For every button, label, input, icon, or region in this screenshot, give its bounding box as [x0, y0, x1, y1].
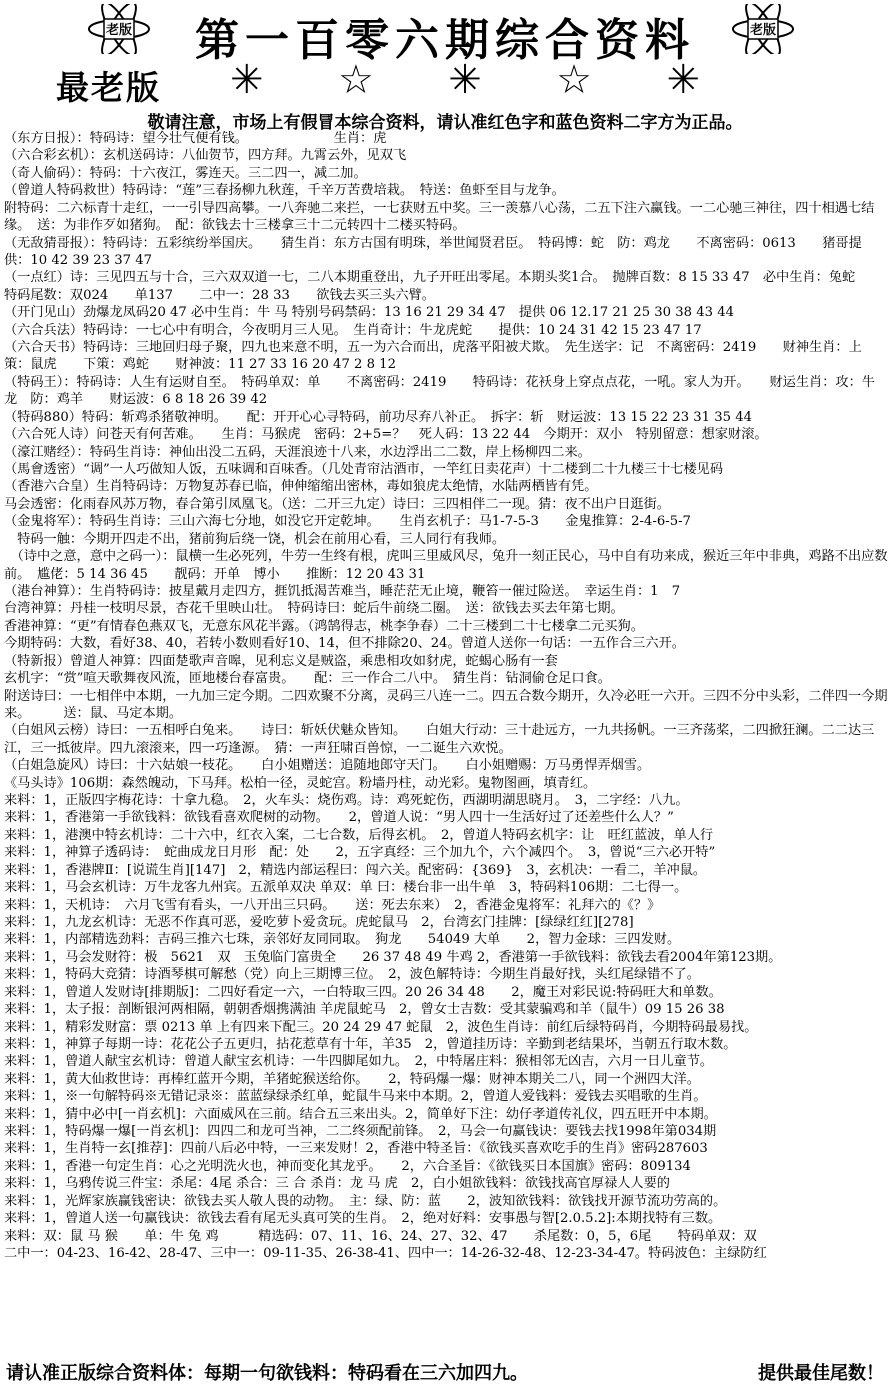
text-line: （特新报）曾道人神算：四面楚歌声音嗥，见利忘义是贼盗，乘患相攻如豺虎，蛇蝎心肠有一套: [4, 653, 558, 669]
text-line: 来料：1，曾道人发财诗[排期版]：二四好看定一六，一白特取三四。20 26 34 48 2，魔王对彩民说:特码旺大和单数。: [4, 984, 722, 1000]
text-line: 来料：1，生肖特一玄[推荐]：四前八后必中特，一三来发财！2，香港中特圣旨：《欲钱买喜欢吃手的生肖》密码287603: [4, 1141, 708, 1157]
text-line: （六合兵法）特码诗：一七心中有明合，今夜明月三人见。 生肖奇计：牛龙虎蛇 提供：10 24 31 42 15 23 47 17: [4, 322, 702, 338]
text-line: 来料：1，香港一句定生肖：心之光明洗火也，神而变化其龙乎。 2，六合圣旨：《欲钱买日本国旗》密码：809134: [4, 1158, 691, 1174]
atom-logo-icon: [86, 4, 152, 54]
text-line: 二中一：04-23、16-42、28-47、三中一：09-11-35、26-38-41、四中一：14-26-32-48、12-23-34-47。特码波色：主绿防红: [4, 1246, 767, 1261]
text-line: 来料：1，港澳中特玄机诗：二十六中，红衣入案，二七合数，后得玄机。 2，曾道人特码玄机字：让 旺红蓝波，单人行: [4, 827, 714, 843]
text-line: 今期特码：大数，看好38、40，若转小数则看好10、14，但不排除20、24。曾道人送你一句话：一五作合三六开。: [4, 636, 685, 652]
text-line: 来料：1，香港第一手欲钱料：欲钱看喜欢爬树的动物。 2，曾道人说：“男人四十一生活好过了还差些什么人？”: [4, 810, 674, 826]
asterisk-icon: ✳: [448, 57, 482, 103]
text-line: 附特码：二六标青十走红，一一引导四高攀。一八奔驰二来拦，一七获财五中奖。三一羡慕八心荡，二五下注六赢钱。一二心驰三神往，四十相遇七结缘。 送：为非作歹如猪狗。 配：欲钱去十三楼拿三十二元转四十二楼买特码。: [4, 200, 875, 234]
text-line: 《马头诗》106期：森然魄动，下马拜。松柏一径，灵蛇宫。粉墙丹柱，动光彩。鬼物图画，填青红。: [4, 775, 597, 791]
text-line: 来料：1，猜中必中[一肖玄机]：六面威风在三前。结合五三来出头。2，简单好下注：幼仔孝道传礼仪，四五旺开中本期。: [4, 1106, 717, 1122]
text-line: 来料：1，曾道人送一句赢钱诀：欲钱去看有尾无头真可笑的生肖。 2，绝对好料：安事愚与智[2.0.5.2]:本期找特有三数。: [4, 1211, 722, 1227]
text-line: 来料：1，马会玄机诗：万牛龙客九州宾。五派单双决 单双：单 曰：楼台非一出牛单 3，特码料106期：二七得一。: [4, 880, 688, 896]
footer-left: 请认准正版综合资料体：每期一句欲钱料：特码看在三六加四九。: [6, 1363, 528, 1384]
text-line: 来料：1，神算子透码诗： 蛇曲成龙日月形 配：处 2，五字真经：三个加九个，六个减四个。 3，曾说“三六必开特”: [4, 845, 716, 861]
text-line: 来料：双：鼠 马 猴 单：牛 兔 鸡 精选码：07、11、16、24、27、32、47 杀尾数：0，5，6尾 特码单双：双: [4, 1228, 757, 1244]
text-line: 来料：1，天机诗： 六月飞雪有看头，一八开出三只码。 送：死去东来） 2，香港金鬼将军：礼拜六的《？》: [4, 897, 661, 913]
text-line: 来料：1，特码大竞猜：诗酒琴棋可解愁（党）向上三期博三位。 2，波色解特诗：今期生肖最好找，头红尾绿错不了。: [4, 967, 700, 983]
text-line: 来料：1，九龙玄机诗：无恶不作真可恶，爱吃萝卜爱贪玩。虎蛇鼠马 2，台湾玄门挂牌：[绿绿红红][278]: [4, 914, 634, 930]
text-line: 来料：1，※一句解特码※无错记录※：蓝蓝绿绿杀红单，蛇鼠牛马来中本期。2，曾道人爱钱料：爱钱去买唱歌的生肖。: [4, 1089, 707, 1105]
text-line: 来料：1，神算子每期一诗：花花公子五更归，拈花惹草有十年，羊35 2，曾道挂历诗：辛勤到老结果坏，当朝五行取木数。: [4, 1036, 737, 1052]
asterisk-icon: ✳: [230, 57, 264, 103]
text-line: 来料：1，香港牌Ⅱ：[说谎生肖][147] 2，精选内部运程曰：闯六关。配密码：{369} 3，玄机决：一看二，羊冲鼠。: [4, 862, 707, 878]
text-line: 香港神算：“更”有情春色燕双飞，无意东风花半露。（鸿鹄得志，桃李争春）二十三楼到二十七楼拿二元买狗。: [4, 618, 644, 634]
header: [0, 0, 890, 133]
notice: 敬请注意，市场上有假冒本综合资料，请认准红色字和蓝色资料二字方为正品。: [147, 113, 743, 133]
text-line: 马会透密：化雨春风苏万物，春合第引凤凰飞。（送：二开三九定）诗曰：三四相伴二一现。猜：夜不出户日逛街。: [4, 496, 670, 512]
text-line: （白姐急旋风）诗曰：十六姑娘一枝花。 白小姐赠送：追随地郎守天门。 白小姐赠赐：万马勇悍弄烟雪。: [4, 758, 651, 774]
page-title: 第一百零六期综合资料: [195, 15, 695, 66]
text-line: （东方日报）：特码诗：望今壮气便有钱。 生肖：虎: [4, 131, 387, 146]
text-line: （濠江赌经）：特码生肖诗：神仙出没二五码，天涯浪迹十八来，水边浮出二二数，岸上杨柳四二来。: [4, 444, 591, 460]
text-line: （一点红）诗：三见四五与十合，三六双双道一七，二八本期重登出，九子开旺出零尾。本期头奖1合。 抛牌百数：8 15 33 47 必中生肖：兔蛇 特码尾数：双024 单137 二中一：28 33 欲钱去买三头六臂。: [4, 270, 882, 303]
footer: [0, 1358, 890, 1386]
text-line: 来料：1，特码爆一爆[一肖玄机]：四四二和龙可当神，二二终须配前锋。 2，马会一句赢钱诀：要钱去找1998年第034期: [4, 1124, 717, 1140]
text-line: （六合彩玄机）：玄机送码诗：八仙贺节，四方拜。九霄云外，见双飞: [4, 148, 407, 164]
text-line: （开门见山）劲爆龙凤码20 47 必中生肖：牛 马 特别号码禁码：13 16 21 29 34 47 提供 06 12.17 21 25 30 38 43 44: [4, 305, 734, 321]
text-line: （六合天书）特码诗：三地回归母子聚，四九也来意不明，五一为六合而出，虎落平阳被犬欺。 先生送字：记 不离密码：2419 财神生肖：上策：鼠虎 下策：鸡蛇 财神波：11 27 33 16 20 47 2 8 12: [4, 340, 862, 373]
text-line: 来料：1，精彩发财富：票 0213 单 上有四来下配三。20 24 29 47 蛇鼠 2，波色生肖诗：前红后绿特码肖，今期特码最易找。: [4, 1019, 758, 1035]
text-line: （曾道人特码救世）特码诗：“莲”三春扬柳九秋莲，千辛万苦费培栽。 特送：鱼虾至目与龙争。: [4, 183, 565, 199]
text-line: 来料：1，乌鸦传说三件宝：杀尾：4尾 杀合：三 合 杀肖：龙 马 虎 2，白小姐欲钱料：欲钱找高官厚禄人人要的: [4, 1176, 670, 1192]
text-line: （特码王）：特码诗：人生有运财自至。 特码单双：单 不离密码：2419 特码诗：花袄身上穿点点花，一吼。家人为开。 财运生肖：攻：牛龙 防：鸡羊 财运波：6 8 18 26 39 42: [4, 374, 875, 408]
text-line: 来料：1，内部精选劲料：吉码三推六七珠，亲邻好友同同取。 狗龙 54049 大单 2，智力金球：三四发财。: [4, 932, 681, 948]
star-row: [230, 58, 700, 102]
text-line: 台湾神算：丹桂一枝明尽景，杏花千里映山壮。 特码诗曰：蛇后牛前绕二圈。 送：欲钱去买去年第七期。: [4, 601, 624, 617]
text-line: 来料：1，马会发财符：极 5621 双 玉兔临门富贵全 26 37 48 49 牛鸡 2，香港第一手欲钱料：欲钱去看2004年第123期。: [4, 949, 782, 965]
text-line: （六合死人诗）问苍天有何苦难。 生肖：马猴虎 密码：2+5=？ 死人码：13 22 44 今期开：双小 特别留意：想家财滚。: [4, 427, 768, 443]
logo-text: 老版: [105, 23, 133, 38]
text-line: 来料：1，光辉家族赢钱密诀：欲钱去买人敬人畏的动物。 主：绿、防：蓝 2，波知欲钱料：欲钱找开源节流功劳高的。: [4, 1193, 727, 1209]
text-line: （馬會透密）“调”一人巧做知人饭，五味调和百味香。（几处青帘沽酒市，一竿红日卖花声）十二楼到二十九楼三十七楼见码: [4, 462, 724, 478]
text-line: （诗中之意，意中之码一）：鼠横一生必死列，牛劳一生终有根，虎叫三里威风尽，兔升一刻正民心，马中自有功来成，猴近三年中非典，鸡路不出应数前。 尴佬：5 14 36 45 靓码：开单 博小 推断：12 20 43 31: [4, 549, 888, 582]
text-line: 来料：1，黄大仙救世诗：再棒红蓝开今期，羊猪蛇猴送给你。 2，特码爆一爆：财神本期关二八，同一个洲四大洋。: [4, 1071, 700, 1087]
content-body: [4, 130, 888, 1350]
text-line: 来料：1，太子报：剖断银河两相隔，朝朝香烟携满油 羊虎鼠蛇马 2，曾女士吉数：受其蒙骗鸡和羊（鼠牛）09 15 26 38: [4, 1002, 725, 1018]
text-line: 特码一触：今期开四走不出，猪前狗后绕一饶，机会在前用心看，三人同行有我师。: [4, 531, 506, 547]
star-icon: ☆: [337, 57, 374, 103]
text-line: 来料：1，正版四字梅花诗：十拿九稳。 2，火车头：烧伤鸡。诗：鸡死蛇伤，西湖明湖思晓月。 3，二字经：八九。: [4, 793, 689, 809]
logo-text: 老版: [749, 23, 777, 38]
asterisk-icon: ✳: [666, 57, 700, 103]
footer-right: 提供最佳尾数！: [758, 1363, 884, 1384]
text-line: （奇人偷码）：特码：十六夜江，雾连天。三二四一，减二加。: [4, 165, 367, 181]
text-line: （香港六合皇）生肖特码诗：万物复苏春已临，伸伸缩缩出密林，毒如狼虎太绝情，水陆两栖皆有凭。: [4, 479, 598, 495]
edition-label: 最老版: [56, 68, 161, 107]
text-line: 附送诗曰：一七相伴中本期，一九加三定今期。二四欢聚不分离，灵码三八连一二。四五合数今期开，久冷必旺一六开。三四不分中头彩，二伴四一今期来。 送：鼠、马定本期。: [4, 688, 888, 721]
atom-logo-icon: [730, 4, 796, 54]
text-line: （金鬼将军）：特码生肖诗：三山六海七分地，如没它开定乾坤。 生肖玄机子：马1-7-5-3 金鬼推算：2-4-6-5-7: [4, 514, 691, 530]
text-line: （特码880）特码：斩鸡杀猪敬神明。 配：开开心心寻特码，前功尽弃八补正。 拆字：斩 财运波：13 15 22 23 31 35 44: [4, 409, 753, 425]
text-line: 玄机字：“赏”喧天歌舞夜风流，匝地楼台春富贵。 配：三一作合二八中。 猜生肖：钻洞偷仓足口食。: [4, 671, 611, 687]
text-line: （港台神算）：生肖特码诗：披星戴月走四方，捱饥抵渴苦难当，睡茫茫无止境，鞭笞一催过险送。 幸运生肖：1 7: [4, 583, 681, 599]
text-line: 来料：1，曾道人献宝玄机诗：曾道人献宝玄机诗：一牛四脚尾如九。 2，中特屠庄料：猴相邻无凶吉，六月一日儿童节。: [4, 1054, 714, 1070]
text-line: （白姐风云榜）诗曰：一五相呼白兔来。 诗曰：斩妖伏魅众皆知。 白姐大行动：三十赴远方，一九共扬帆。一三齐荡桨，二四掀狂澜。二二达三江，三一抵彼岸。四九滚滚来，四一巧逢源。 猜：一声狂啸百兽惊，一二诞生六欢悦。: [4, 723, 875, 756]
text-line: （无敌猜哥报）：特码诗：五彩缤纷举国庆。 猜生肖：东方古国有明珠，举世闻贤君臣。 特码博：蛇 防：鸡龙 不离密码：0613 猪哥提供：10 42 39 23 37 47: [4, 235, 862, 268]
star-icon: ☆: [556, 57, 593, 103]
